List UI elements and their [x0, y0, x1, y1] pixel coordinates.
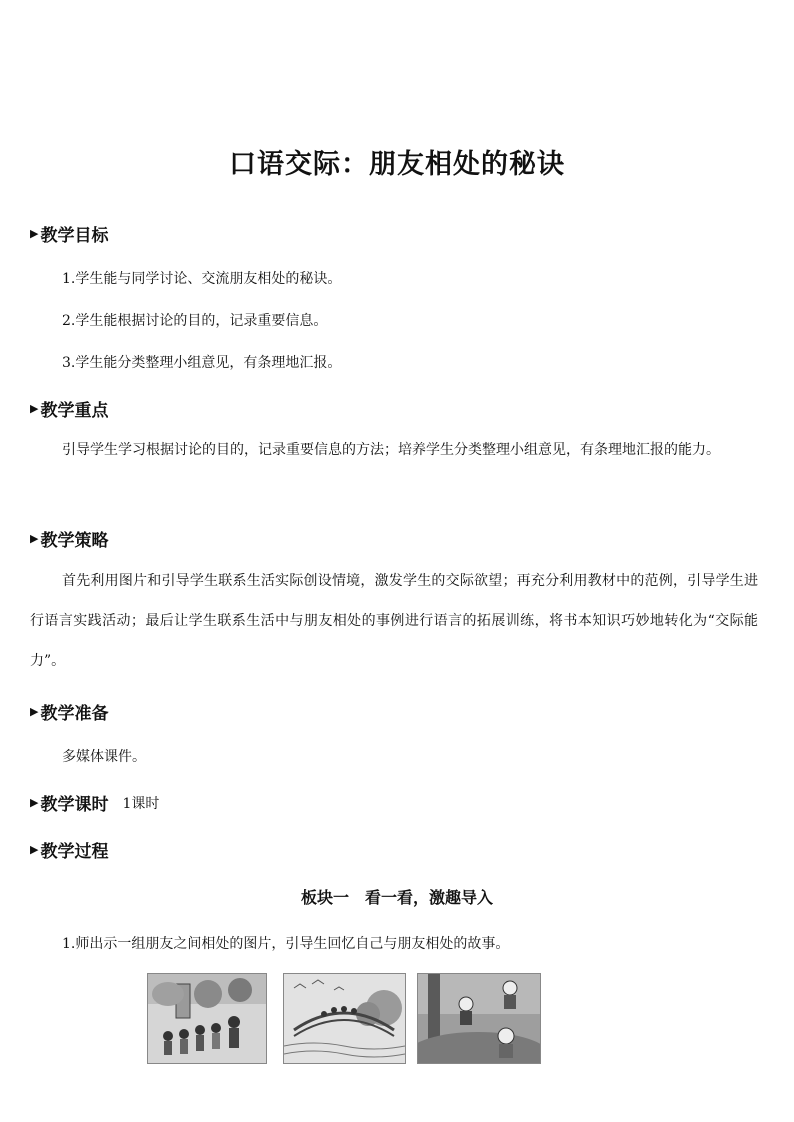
goal-item-2: 2.学生能根据讨论的目的，记录重要信息。 [62, 313, 328, 329]
section-heading-label: 教学过程 [40, 842, 109, 862]
section-heading-duration [30, 790, 159, 815]
friends-walking-picture [147, 973, 267, 1064]
section-heading-label: 教学目标 [40, 226, 109, 246]
section-heading-preparation [30, 699, 108, 724]
preparation-text: 多媒体课件。 [62, 749, 146, 765]
section-heading-label: 教学准备 [40, 704, 109, 724]
triangle-right-icon: ▶ [30, 796, 39, 809]
goal-item-1: 1.学生能与同学讨论、交流朋友相处的秘诀。 [62, 271, 342, 287]
friends-bridge-picture [283, 973, 406, 1064]
goal-item-3: 3.学生能分类整理小组意见，有条理地汇报。 [62, 355, 342, 371]
triangle-right-icon: ▶ [30, 705, 39, 718]
triangle-right-icon: ▶ [30, 402, 39, 415]
triangle-right-icon: ▶ [30, 227, 39, 240]
section-heading-strategy [30, 526, 108, 551]
friends-playing-picture [417, 973, 541, 1064]
key-points-paragraph: 引导学生学习根据讨论的目的，记录重要信息的方法；培养学生分类整理小组意见，有条理地汇报的能力。 [62, 442, 720, 458]
document-title: 口语交际：朋友相处的秘诀 [229, 149, 565, 180]
triangle-right-icon: ▶ [30, 843, 39, 856]
triangle-right-icon: ▶ [30, 532, 39, 545]
section-heading-goals [30, 221, 108, 246]
section-heading-label: 教学策略 [40, 531, 109, 551]
block-title: 板块一 看一看，激趣导入 [300, 888, 493, 907]
section-heading-key-points [30, 396, 108, 421]
section-heading-label: 教学重点 [40, 401, 109, 421]
section-heading-label: 教学课时 [40, 795, 109, 815]
process-step-1: 1.师出示一组朋友之间相处的图片，引导生回忆自己与朋友相处的故事。 [62, 936, 510, 952]
strategy-paragraph: 首先利用图片和引导学生联系生活实际创设情境，激发学生的交际欲望；再充分利用教材中的范例，引导学生进行语言实践活动；最后让学生联系生活中与朋友相处的事例进行语言的拓展训练，将书本知识巧妙地转化为“交际能力”。 [30, 573, 758, 669]
duration-value: 1课时 [122, 795, 160, 812]
section-heading-process [30, 837, 108, 862]
